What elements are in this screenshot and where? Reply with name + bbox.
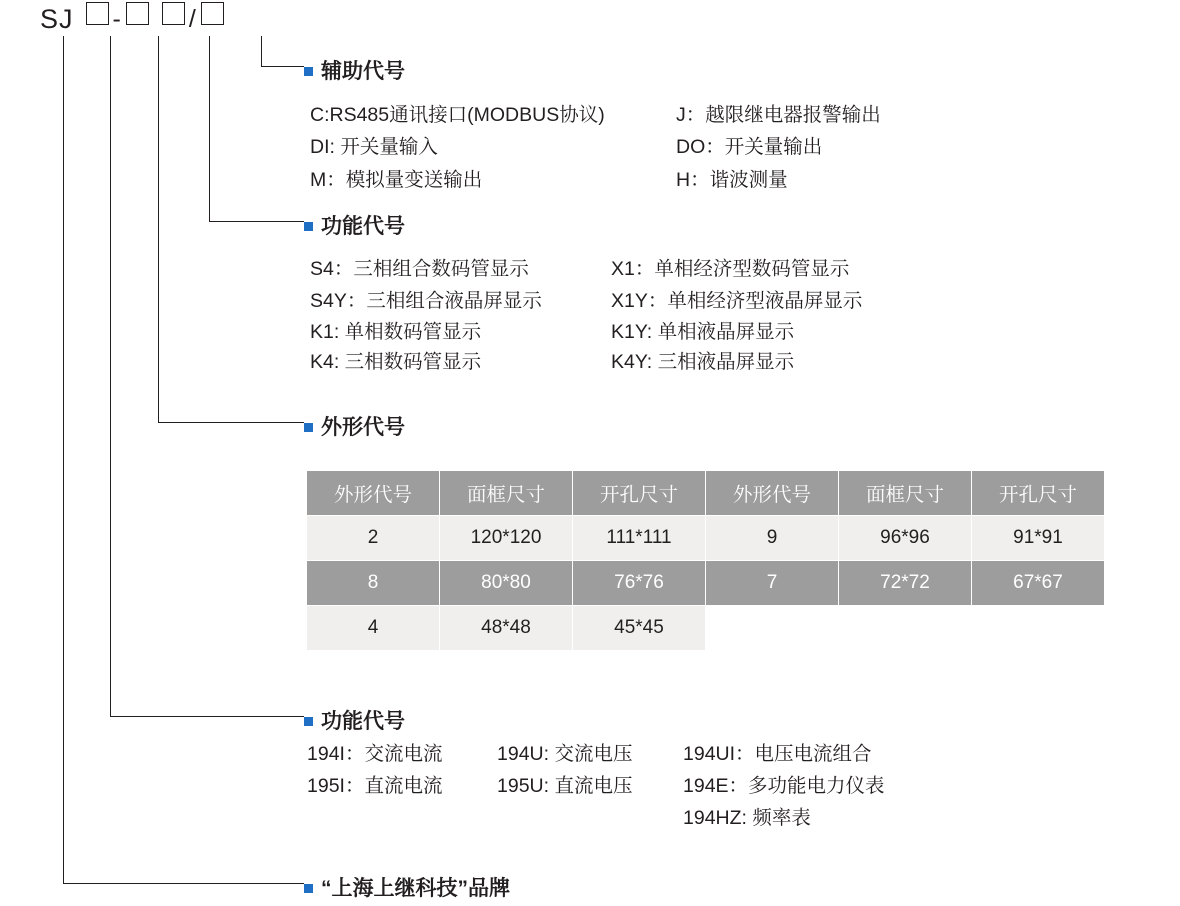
section-heading-brand bbox=[304, 872, 510, 902]
section-heading-function-display bbox=[304, 210, 405, 240]
table-header-cell: 开孔尺寸 bbox=[573, 471, 706, 516]
aux-entry-right-3: H：谐波测量 bbox=[676, 169, 788, 191]
table-cell: 80*80 bbox=[440, 561, 573, 606]
section-heading-function-display-label: 功能代号 bbox=[321, 215, 405, 238]
table-cell: 72*72 bbox=[839, 561, 972, 606]
function-type-entry-6: 194E：多功能电力仪表 bbox=[683, 775, 885, 797]
section-heading-function-type-label: 功能代号 bbox=[321, 710, 405, 733]
table-row bbox=[307, 561, 1105, 606]
section-heading-shape bbox=[304, 411, 405, 441]
bullet-square-icon bbox=[304, 67, 313, 76]
table-cell-empty bbox=[972, 606, 1105, 651]
leader-line-function-display-horizontal bbox=[209, 221, 304, 222]
section-heading-shape-label: 外形代号 bbox=[321, 416, 405, 439]
function-type-entry-1: 194I：交流电流 bbox=[307, 743, 443, 765]
table-header-cell: 开孔尺寸 bbox=[972, 471, 1105, 516]
function-display-entry-left-4: K4: 三相数码管显示 bbox=[310, 351, 482, 373]
table-header-row bbox=[307, 471, 1105, 516]
table-cell: 120*120 bbox=[440, 516, 573, 561]
function-display-entry-right-1: X1：单相经济型数码管显示 bbox=[611, 258, 850, 280]
model-code bbox=[40, 2, 226, 35]
table-cell: 8 bbox=[307, 561, 440, 606]
section-heading-function-type bbox=[304, 705, 405, 735]
table-row bbox=[307, 516, 1105, 561]
function-display-entry-left-2: S4Y：三相组合液晶屏显示 bbox=[310, 290, 542, 312]
model-separator-dash: - bbox=[112, 5, 122, 33]
leader-line-aux-vertical bbox=[261, 36, 262, 67]
section-heading-brand-label: “上海上继科技”品牌 bbox=[321, 877, 510, 900]
function-type-entry-2: 194U: 交流电压 bbox=[497, 743, 633, 765]
table-cell: 67*67 bbox=[972, 561, 1105, 606]
table-header-cell: 面框尺寸 bbox=[839, 471, 972, 516]
bullet-square-icon bbox=[304, 717, 313, 726]
function-type-entry-7: 194HZ: 频率表 bbox=[683, 807, 811, 829]
model-box-4 bbox=[201, 2, 224, 25]
leader-line-function-type-vertical bbox=[110, 36, 111, 717]
leader-line-brand-horizontal bbox=[63, 883, 304, 884]
model-box-1 bbox=[86, 2, 109, 25]
function-display-entry-left-3: K1: 单相数码管显示 bbox=[310, 321, 482, 343]
function-type-entry-3: 194UI：电压电流组合 bbox=[683, 743, 872, 765]
table-cell: 48*48 bbox=[440, 606, 573, 651]
table-cell: 91*91 bbox=[972, 516, 1105, 561]
leader-line-shape-vertical bbox=[158, 36, 159, 423]
leader-line-function-type-horizontal bbox=[110, 716, 304, 717]
aux-entry-left-2: DI: 开关量输入 bbox=[310, 136, 438, 158]
aux-entry-left-1: C:RS485通讯接口(MODBUS协议) bbox=[310, 104, 605, 126]
function-display-entry-right-3: K1Y: 单相液晶屏显示 bbox=[611, 321, 795, 343]
table-header-cell: 外形代号 bbox=[706, 471, 839, 516]
function-type-entry-4: 195I：直流电流 bbox=[307, 775, 443, 797]
bullet-square-icon bbox=[304, 222, 313, 231]
function-display-entry-right-2: X1Y：单相经济型液晶屏显示 bbox=[611, 290, 863, 312]
table-cell: 45*45 bbox=[573, 606, 706, 651]
table-cell: 76*76 bbox=[573, 561, 706, 606]
table-cell: 4 bbox=[307, 606, 440, 651]
leader-line-brand-vertical bbox=[63, 36, 64, 884]
table-cell: 111*111 bbox=[573, 516, 706, 561]
table-cell: 96*96 bbox=[839, 516, 972, 561]
model-prefix: SJ bbox=[40, 4, 74, 34]
bullet-square-icon bbox=[304, 884, 313, 893]
bullet-square-icon bbox=[304, 423, 313, 432]
aux-entry-left-3: M：模拟量变送输出 bbox=[310, 169, 483, 191]
table-cell: 9 bbox=[706, 516, 839, 561]
section-heading-aux bbox=[304, 55, 405, 85]
model-box-3 bbox=[162, 2, 185, 25]
table-header-cell: 面框尺寸 bbox=[440, 471, 573, 516]
table-cell-empty bbox=[706, 606, 839, 651]
aux-entry-right-1: J：越限继电器报警输出 bbox=[676, 104, 881, 126]
function-type-entry-5: 195U: 直流电压 bbox=[497, 775, 633, 797]
model-separator-slash: / bbox=[188, 5, 197, 33]
function-display-entry-right-4: K4Y: 三相液晶屏显示 bbox=[611, 351, 795, 373]
leader-line-aux-horizontal bbox=[261, 66, 304, 67]
section-heading-aux-label: 辅助代号 bbox=[321, 60, 405, 83]
model-box-2 bbox=[126, 2, 149, 25]
table-row bbox=[307, 606, 1105, 651]
table-cell: 2 bbox=[307, 516, 440, 561]
table-cell-empty bbox=[839, 606, 972, 651]
function-display-entry-left-1: S4：三相组合数码管显示 bbox=[310, 258, 529, 280]
aux-entry-right-2: DO：开关量输出 bbox=[676, 136, 823, 158]
leader-line-shape-horizontal bbox=[158, 422, 304, 423]
dimension-table bbox=[306, 470, 1105, 651]
table-cell: 7 bbox=[706, 561, 839, 606]
table-header-cell: 外形代号 bbox=[307, 471, 440, 516]
leader-line-function-display-vertical bbox=[209, 36, 210, 222]
